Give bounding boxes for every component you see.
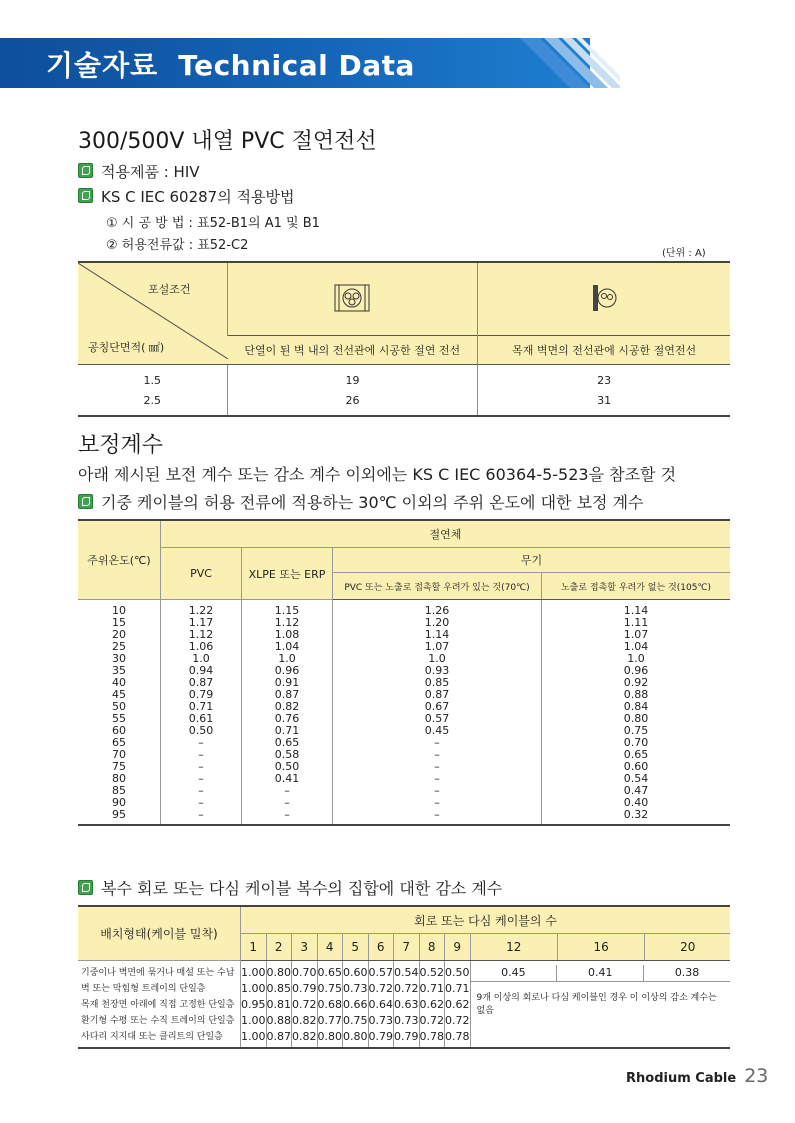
value-cell: 0.47: [623, 784, 649, 797]
count-number-header: 1: [241, 934, 267, 961]
banner-stripes-decoration: [500, 38, 620, 88]
value-cell: 0.88: [623, 688, 649, 701]
arrangement-label: 목재 천장면 아래에 직접 고정한 단일층: [81, 1000, 235, 1010]
value-cell: 19: [227, 365, 478, 391]
factor-column: [292, 961, 318, 1049]
col2-header: 목재 벽면의 전선관에 시공한 절연전선: [478, 336, 730, 365]
factor-cell: 0.41: [556, 965, 643, 981]
value-cell: 0.79: [188, 688, 214, 701]
value-cell: 1.12: [188, 628, 214, 641]
value-cell: 0.61: [188, 712, 214, 725]
arrangement-label: 사다리 지지대 또는 클리트의 단일층: [81, 1032, 223, 1042]
arrangement-column: [78, 961, 241, 1049]
temp-header: 주위온도(℃): [78, 520, 161, 600]
value-cell: –: [284, 784, 290, 797]
value-cell: –: [198, 748, 204, 761]
size-cell: 2.5: [78, 390, 227, 416]
value-cell: 0.80: [623, 712, 649, 725]
value-cell: 0.67: [424, 700, 450, 713]
value-cell: 1.08: [274, 628, 300, 641]
value-cell: 55: [112, 712, 126, 725]
value-cell: –: [198, 772, 204, 785]
bullet-text: 복수 회로 또는 다심 케이블 복수의 집합에 대한 감소 계수: [101, 879, 503, 898]
extra-columns-cell: [470, 961, 730, 1049]
factor-cell: 0.62: [419, 998, 444, 1011]
value-cell: 0.70: [623, 736, 649, 749]
section2-bullet: [78, 490, 644, 513]
factor-cell: 0.80: [343, 1030, 368, 1043]
factor-cell: 0.52: [419, 966, 444, 979]
section1-title: 300/500V 내열 PVC 절연전선: [78, 129, 377, 154]
value-cell: 1.0: [192, 652, 210, 665]
page-number: 23: [744, 1065, 769, 1087]
col2-diagram-cell: [478, 262, 730, 336]
value-cell: 0.91: [274, 676, 300, 689]
section2-description: 아래 제시된 보전 계수 또는 감소 계수 이외에는 KS C IEC 60364-5-523을 참조할 것: [78, 465, 677, 484]
value-cell: –: [198, 796, 204, 809]
factor-column: [317, 961, 343, 1049]
value-cell: 1.14: [424, 628, 450, 641]
inorganic-header: 무기: [333, 548, 731, 573]
corner-top-label: 포설조건: [148, 283, 191, 296]
value-cell: 0.75: [623, 724, 649, 737]
factor-cell: 0.79: [292, 982, 317, 995]
xlpe-column: [242, 600, 333, 826]
value-cell: 0.57: [424, 712, 450, 725]
value-cell: 31: [478, 390, 730, 416]
current-capacity-table: [78, 261, 730, 417]
bullet-text: 적용제품 : HIV: [101, 163, 200, 181]
value-cell: 1.15: [274, 604, 300, 617]
value-cell: 50: [112, 700, 126, 713]
factor-cell: 0.64: [368, 998, 393, 1011]
temp-column: [78, 600, 161, 826]
factor-cell: 0.54: [394, 966, 419, 979]
bullet-text: KS C IEC 60287의 적용방법: [101, 188, 295, 206]
value-cell: –: [198, 736, 204, 749]
inorganic-105-column: [542, 600, 731, 826]
count-header: 회로 또는 다심 케이블의 수: [241, 906, 731, 934]
value-cell: 1.04: [623, 640, 649, 653]
value-cell: 0.85: [424, 676, 450, 689]
factor-column: [394, 961, 420, 1049]
value-cell: 1.07: [424, 640, 450, 653]
factor-cell: 0.73: [394, 1014, 419, 1027]
value-cell: 0.87: [274, 688, 300, 701]
factor-cell: 0.72: [292, 998, 317, 1011]
count-number-header: 9: [445, 934, 471, 961]
value-cell: 0.50: [274, 760, 300, 773]
value-cell: 0.92: [623, 676, 649, 689]
header-banner: [0, 38, 795, 88]
count-number-header: 16: [557, 934, 644, 961]
value-cell: 65: [112, 736, 126, 749]
factor-cell: 0.82: [292, 1014, 317, 1027]
green-bullet-icon: [78, 494, 93, 509]
value-cell: 0.93: [424, 664, 450, 677]
value-cell: –: [198, 760, 204, 773]
count-number-header: 2: [266, 934, 292, 961]
factor-cell: 0.88: [266, 1014, 291, 1027]
factor-cell: 0.87: [266, 1030, 291, 1043]
factor-cell: 0.85: [266, 982, 291, 995]
install-method-line: ① 시 공 방 법 : 표52-B1의 A1 및 B1: [106, 216, 320, 231]
factor-cell: 0.45: [501, 966, 526, 979]
count-number-header: 6: [368, 934, 394, 961]
count-number-header: 3: [292, 934, 318, 961]
value-cell: 0.45: [424, 724, 450, 737]
footer: [626, 1065, 768, 1087]
factor-cell: 0.75: [317, 982, 342, 995]
factor-cell: 0.72: [445, 1014, 470, 1027]
value-cell: 1.14: [623, 604, 649, 617]
factor-cell: 0.79: [394, 1030, 419, 1043]
value-cell: 45: [112, 688, 126, 701]
value-cell: 0.32: [623, 808, 649, 821]
factor-column: [419, 961, 445, 1049]
value-cell: 1.04: [274, 640, 300, 653]
factor-cell: 1.00: [241, 1014, 266, 1027]
col1-diagram-cell: [227, 262, 478, 336]
arrangement-header: 배치형태(케이블 밀착): [78, 906, 241, 961]
value-cell: 20: [112, 628, 126, 641]
factor-cell: 0.95: [241, 998, 266, 1011]
factor-column: [368, 961, 394, 1049]
value-cell: 0.40: [623, 796, 649, 809]
factor-cell: 0.78: [419, 1030, 444, 1043]
value-cell: 30: [112, 652, 126, 665]
value-cell: 1.0: [278, 652, 296, 665]
factor-cell: 0.78: [445, 1030, 470, 1043]
section1-bullet-product: [78, 161, 200, 182]
xlpe-header: XLPE 또는 ERP: [242, 548, 333, 600]
unit-label: (단위 : A): [662, 248, 706, 259]
factor-cell: 0.72: [394, 982, 419, 995]
factor-cell: 0.68: [317, 998, 342, 1011]
corner-header: [78, 262, 227, 365]
factor-cell: 1.00: [241, 982, 266, 995]
col1-header: 단열이 된 벽 내의 전선관에 시공한 절연 전선: [227, 336, 478, 365]
value-cell: –: [434, 736, 440, 749]
value-cell: 1.22: [188, 604, 214, 617]
factor-cell: 0.71: [445, 982, 470, 995]
factor-cell: 0.60: [343, 966, 368, 979]
count-number-header: 7: [394, 934, 420, 961]
factor-cell: 0.75: [343, 1014, 368, 1027]
value-cell: –: [434, 796, 440, 809]
grouping-reduction-table: [78, 905, 730, 1049]
value-cell: –: [198, 784, 204, 797]
count-number-header: 8: [419, 934, 445, 961]
green-bullet-icon: [78, 188, 93, 203]
value-cell: 10: [112, 604, 126, 617]
value-cell: 1.06: [188, 640, 214, 653]
value-cell: 0.94: [188, 664, 214, 677]
value-cell: 1.0: [627, 652, 645, 665]
value-cell: 1.0: [428, 652, 446, 665]
value-cell: –: [434, 748, 440, 761]
page-title-korean: 기술자료: [46, 49, 159, 82]
arrangement-label: 기중이나 벽면에 묶거나 매설 또는 수납: [81, 968, 235, 978]
value-cell: –: [198, 808, 204, 821]
value-cell: 0.76: [274, 712, 300, 725]
value-cell: 0.60: [623, 760, 649, 773]
arrangement-label: 벽 또는 막힘형 트레이의 단일층: [81, 984, 206, 994]
value-cell: 26: [227, 390, 478, 416]
value-cell: –: [284, 808, 290, 821]
factor-cell: 0.57: [368, 966, 393, 979]
value-cell: 40: [112, 676, 126, 689]
section3-bullet: [78, 876, 502, 899]
factor-cell: 0.71: [419, 982, 444, 995]
value-cell: 0.96: [274, 664, 300, 677]
section2-title: 보정계수: [78, 433, 164, 458]
inorganic-70-column: [333, 600, 542, 826]
factor-cell: 0.77: [317, 1014, 342, 1027]
value-cell: 0.71: [188, 700, 214, 713]
reduction-note: 9개 이상의 회로나 다심 케이블인 경우 이 이상의 감소 계수는 없음: [476, 993, 717, 1016]
value-cell: 60: [112, 724, 126, 737]
value-cell: –: [434, 772, 440, 785]
value-cell: 25: [112, 640, 126, 653]
factor-column: [445, 961, 471, 1049]
value-cell: 0.41: [274, 772, 300, 785]
value-cell: –: [434, 808, 440, 821]
inorganic-70-header: PVC 또는 노출로 접촉할 우려가 있는 것(70℃): [333, 573, 542, 600]
factor-cell: 0.79: [368, 1030, 393, 1043]
value-cell: 1.20: [424, 616, 450, 629]
count-number-header: 20: [645, 934, 730, 961]
section1-bullet-method: [78, 186, 294, 207]
factor-cell: 0.80: [266, 966, 291, 979]
count-number-header: 5: [343, 934, 369, 961]
factor-cell: 0.63: [394, 998, 419, 1011]
count-number-header: 12: [470, 934, 557, 961]
value-cell: –: [284, 796, 290, 809]
value-cell: 0.96: [623, 664, 649, 677]
factor-cell: 0.62: [445, 998, 470, 1011]
factor-cell: 0.80: [317, 1030, 342, 1043]
factor-cell: 0.65: [317, 966, 342, 979]
value-cell: 0.65: [623, 748, 649, 761]
value-cell: 23: [478, 365, 730, 391]
factor-column: [241, 961, 267, 1049]
value-cell: 0.50: [188, 724, 214, 737]
value-cell: 15: [112, 616, 126, 629]
factor-column: [343, 961, 369, 1049]
factor-cell: 1.00: [241, 966, 266, 979]
green-bullet-icon: [78, 163, 93, 178]
factor-cell: 0.73: [343, 982, 368, 995]
corner-bottom-label: 공칭단면적( ㎟): [88, 341, 165, 354]
value-cell: 1.26: [424, 604, 450, 617]
value-cell: 1.07: [623, 628, 649, 641]
pvc-column: [161, 600, 242, 826]
value-cell: 0.84: [623, 700, 649, 713]
value-cell: 75: [112, 760, 126, 773]
value-cell: 1.11: [623, 616, 649, 629]
value-cell: 0.87: [188, 676, 214, 689]
value-cell: –: [434, 784, 440, 797]
insulation-header: 절연체: [161, 520, 731, 548]
value-cell: 1.12: [274, 616, 300, 629]
factor-cell: 0.72: [368, 982, 393, 995]
factor-cell: 0.50: [445, 966, 470, 979]
size-cell: 1.5: [78, 365, 227, 391]
value-cell: 0.58: [274, 748, 300, 761]
factor-cell: 0.70: [292, 966, 317, 979]
factor-cell: 0.81: [266, 998, 291, 1011]
arrangement-label: 환기형 수평 또는 수직 트레이의 단일층: [81, 1016, 235, 1026]
page-title: [46, 44, 415, 84]
value-cell: 0.87: [424, 688, 450, 701]
factor-column: [266, 961, 292, 1049]
factor-cell: 0.66: [343, 998, 368, 1011]
factor-cell: 0.72: [419, 1014, 444, 1027]
value-cell: 90: [112, 796, 126, 809]
count-number-header: 4: [317, 934, 343, 961]
value-cell: 35: [112, 664, 126, 677]
value-cell: 85: [112, 784, 126, 797]
value-cell: 0.82: [274, 700, 300, 713]
pvc-header: PVC: [161, 548, 242, 600]
factor-cell: 0.73: [368, 1014, 393, 1027]
factor-cell: 0.82: [292, 1030, 317, 1043]
value-cell: 95: [112, 808, 126, 821]
page-title-english: Technical Data: [178, 49, 415, 82]
brand-name: Rhodium Cable: [626, 1071, 737, 1086]
value-cell: 0.54: [623, 772, 649, 785]
inorganic-105-header: 노출로 접촉할 우려가 없는 것(105℃): [542, 573, 731, 600]
value-cell: 0.65: [274, 736, 300, 749]
value-cell: 1.17: [188, 616, 214, 629]
temperature-correction-table: [78, 519, 730, 826]
value-cell: 70: [112, 748, 126, 761]
conduit-in-insulated-wall-icon: [334, 283, 370, 313]
bullet-text: 기중 케이블의 허용 전류에 적용하는 30℃ 이외의 주위 온도에 대한 보정 계수: [101, 493, 644, 512]
factor-cell: 1.00: [241, 1030, 266, 1043]
value-cell: 0.71: [274, 724, 300, 737]
conduit-on-wooden-wall-icon: [589, 283, 619, 313]
value-cell: 80: [112, 772, 126, 785]
green-bullet-icon: [78, 880, 93, 895]
value-cell: –: [434, 760, 440, 773]
factor-cell: 0.38: [643, 965, 730, 981]
allowable-current-line: ② 허용전류값 : 표52-C2: [106, 238, 249, 253]
